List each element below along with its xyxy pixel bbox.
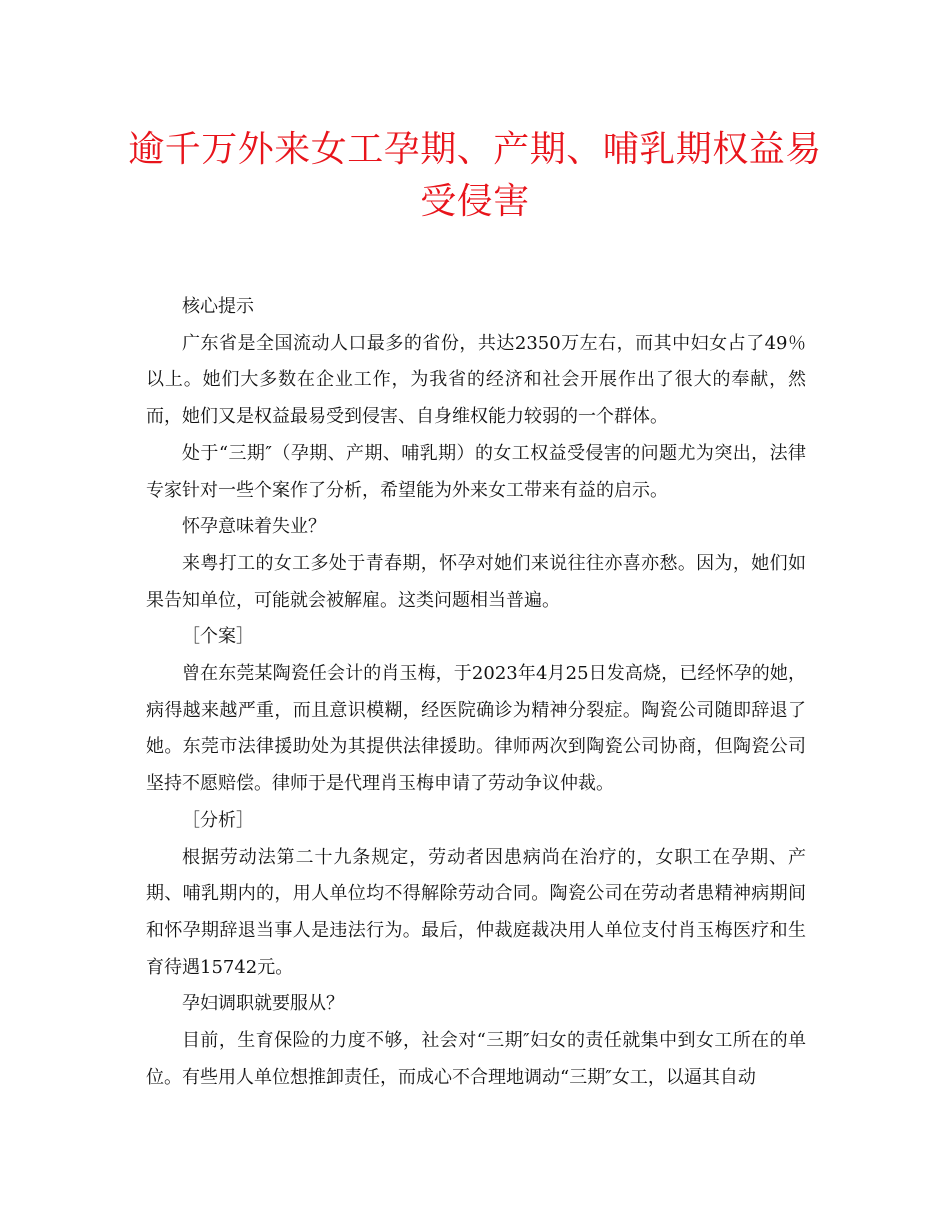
document-body bbox=[146, 289, 806, 1096]
document-title: 逾千万外来女工孕期、产期、哺乳期权益易受侵害 bbox=[128, 129, 822, 222]
case-label: ［个案］ bbox=[182, 626, 254, 648]
body-paragraph: 广东省是全国流动人口最多的省份，共达2350万左右，而其中妇女占了49％以上。她们大多数在企业工作，为我省的经济和社会开展作出了很大的奉献，然而，她们又是权益最易受到侵害、自身维权能力较弱的一个群体。 bbox=[146, 332, 806, 428]
section-heading: 怀孕意味着失业？ bbox=[182, 516, 326, 538]
section-heading: 孕妇调职就要服从？ bbox=[182, 993, 344, 1015]
body-paragraph: 目前，生育保险的力度不够，社会对“三期″妇女的责任就集中到女工所在的单位。有些用人单位想推卸责任，而成心不合理地调动“三期″女工，以逼其自动 bbox=[146, 1030, 806, 1088]
body-paragraph: 根据劳动法第二十九条规定，劳动者因患病尚在治疗的，女职工在孕期、产期、哺乳期内的，用人单位均不得解除劳动合同。陶瓷公司在劳动者患精神病期间和怀孕期辞退当事人是违法行为。最后，仲裁庭裁决用人单位支付肖玉梅医疗和生育待遇15742元。 bbox=[146, 846, 806, 978]
body-paragraph: 来粤打工的女工多处于青春期，怀孕对她们来说往往亦喜亦愁。因为，她们如果告知单位，可能就会被解雇。这类问题相当普遍。 bbox=[146, 552, 806, 611]
body-paragraph: 曾在东莞某陶瓷任会计的肖玉梅，于2023年4月25日发高烧，已经怀孕的她，病得越来越严重，而且意识模糊，经医院确诊为精神分裂症。陶瓷公司随即辞退了她。东莞市法律援助处为其提供法律援助。律师两次到陶瓷公司协商，但陶瓷公司坚持不愿赔偿。律师于是代理肖玉梅申请了劳动争议仲裁。 bbox=[146, 663, 806, 795]
body-paragraph: 处于“三期″（孕期、产期、哺乳期）的女工权益受侵害的问题尤为突出，法律专家针对一些个案作了分析，希望能为外来女工带来有益的启示。 bbox=[146, 442, 806, 501]
analysis-label: ［分析］ bbox=[182, 809, 254, 831]
section-heading: 核心提示 bbox=[182, 296, 254, 317]
